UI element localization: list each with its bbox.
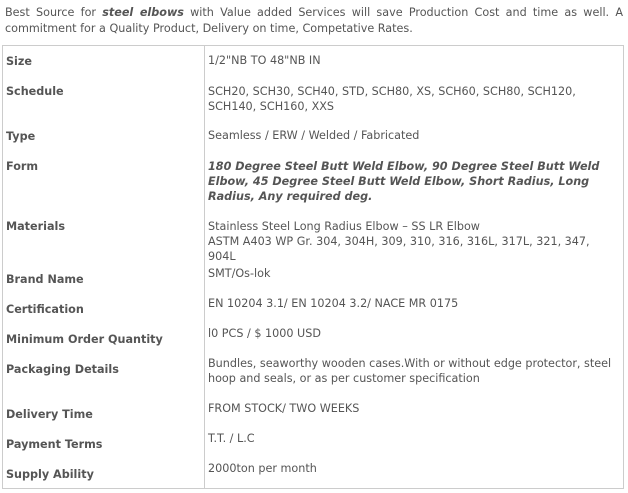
- value-size: 1/2"NB TO 48"NB IN: [208, 54, 321, 67]
- label-delivery-time: Delivery Time: [3, 399, 205, 429]
- table-row-form: [3, 151, 624, 211]
- label-size: Size: [3, 46, 205, 76]
- label-packaging-details: Packaging Details: [3, 354, 205, 399]
- value-materials: [205, 211, 624, 264]
- intro-emphasis: steel elbows: [102, 6, 184, 19]
- value-delivery-time: FROM STOCK/ TWO WEEKS: [208, 401, 360, 415]
- label-materials: Materials: [3, 211, 205, 264]
- value-payment-terms: T.T. / L.C: [208, 431, 255, 445]
- table-row-supply: [3, 459, 624, 489]
- materials-line-1: Stainless Steel Long Radius Elbow – SS LR Elbow: [208, 219, 480, 233]
- label-certification: Certification: [3, 294, 205, 324]
- value-packaging-details: Bundles, seaworthy wooden cases.With or without edge protector, steel hoop and seals, or as per customer specification: [208, 356, 612, 385]
- label-type: Type: [3, 121, 205, 151]
- table-row-size: [3, 46, 624, 76]
- value-type: Seamless / ERW / Welded / Fabricated: [208, 128, 420, 142]
- table-row-packaging: [3, 354, 624, 399]
- table-row-delivery: [3, 399, 624, 429]
- table-row-schedule: [3, 76, 624, 121]
- label-brand-name: Brand Name: [3, 264, 205, 294]
- table-row-payment: [3, 429, 624, 459]
- label-supply-ability: Supply Ability: [3, 459, 205, 489]
- specifications-table: [2, 45, 624, 489]
- value-brand-name: SMT/Os-lok: [208, 266, 271, 280]
- table-row-materials: [3, 211, 624, 264]
- label-schedule: Schedule: [3, 76, 205, 121]
- label-minimum-order-quantity: Minimum Order Quantity: [3, 324, 205, 354]
- label-payment-terms: Payment Terms: [3, 429, 205, 459]
- table-row-type: [3, 121, 624, 151]
- label-form: Form: [3, 151, 205, 211]
- value-schedule: SCH20, SCH30, SCH40, STD, SCH80, XS, SCH60, SCH80, SCH120, SCH140, SCH160, XXS: [208, 84, 576, 113]
- intro-text-after: with Value added Services will save Production Cost and time as well. A commitment for a Quality Product, Delivery on time, Competative Rates.: [5, 6, 623, 35]
- value-certification: EN 10204 3.1/ EN 10204 3.2/ NACE MR 0175: [208, 296, 459, 310]
- materials-line-2: ASTM A403 WP Gr. 304, 304H, 309, 310, 316, 316L, 317L, 321, 347, 904L: [208, 234, 590, 263]
- value-supply-ability: 2000ton per month: [208, 461, 317, 475]
- intro-paragraph: [5, 5, 623, 37]
- value-form: 180 Degree Steel Butt Weld Elbow, 90 Degree Steel Butt Weld Elbow, 45 Degree Steel Butt Weld Elbow, Short Radius, Long Radius, Any required deg.: [208, 159, 600, 203]
- value-minimum-order-quantity: l0 PCS / $ 1000 USD: [208, 326, 321, 340]
- table-row-certification: [3, 294, 624, 324]
- table-row-moq: [3, 324, 624, 354]
- table-row-brand: [3, 264, 624, 294]
- intro-text-before: Best Source for: [5, 6, 103, 19]
